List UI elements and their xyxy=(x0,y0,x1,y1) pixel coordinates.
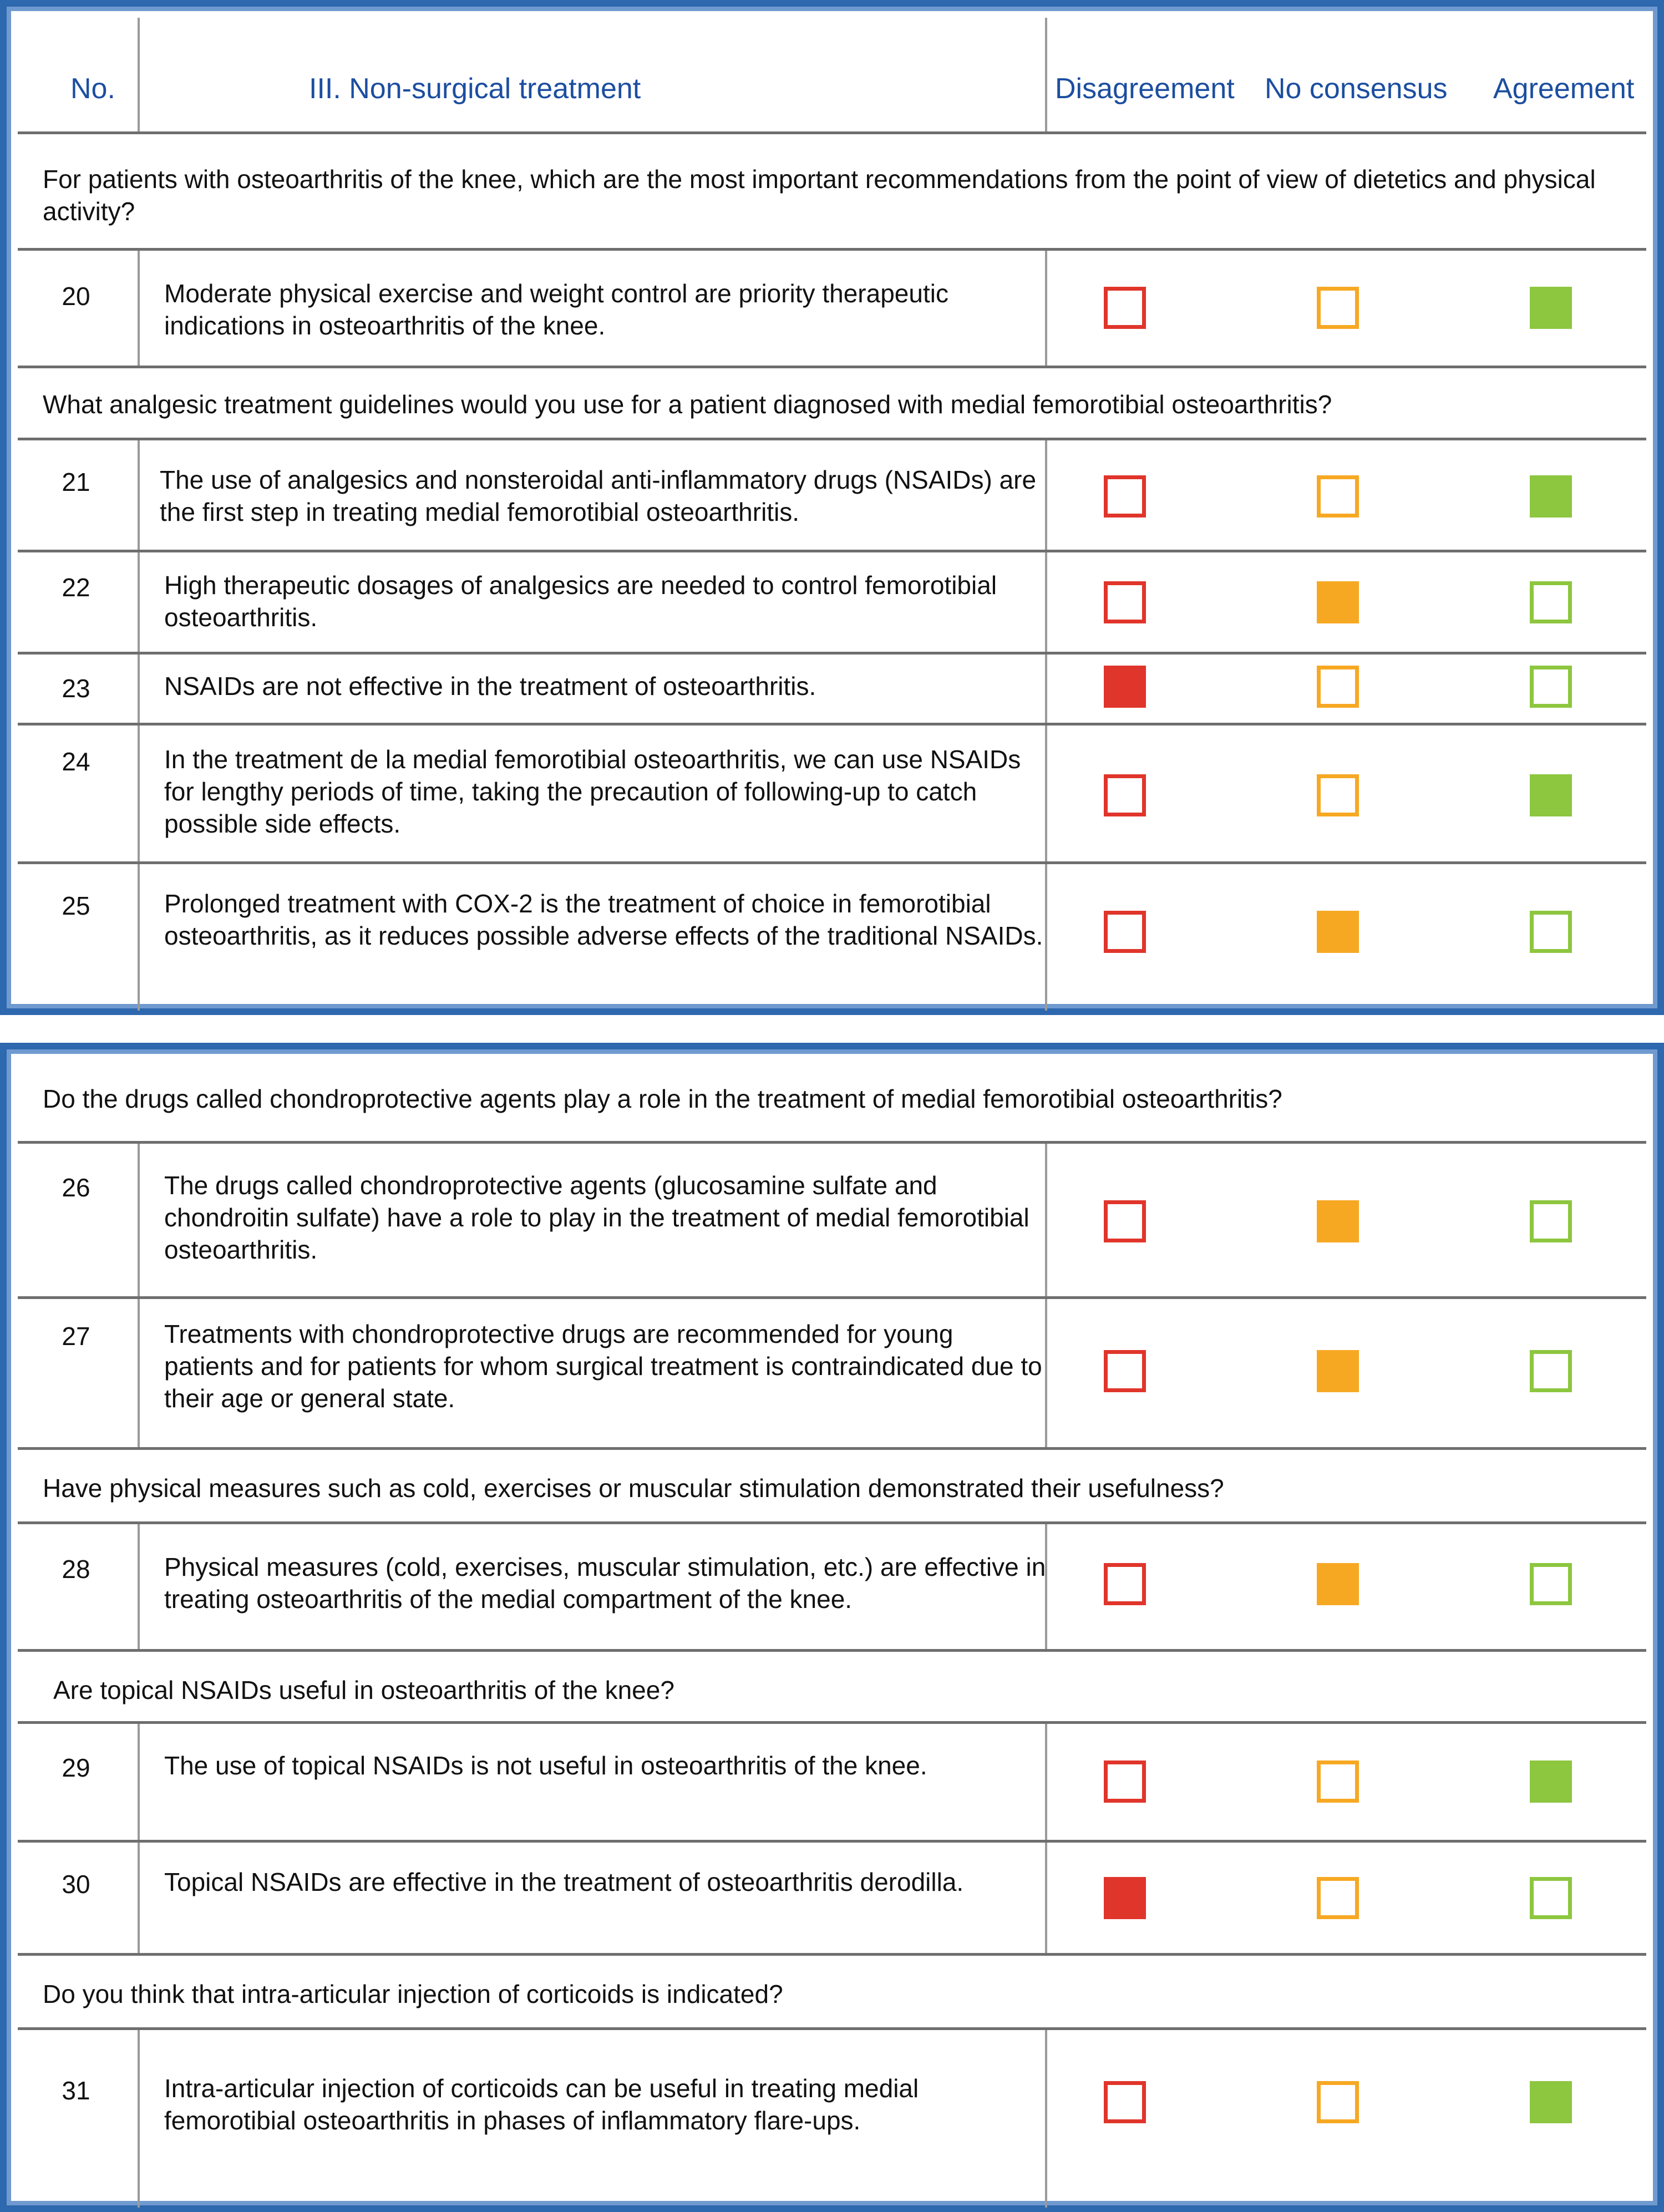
agreement-box-filled xyxy=(1530,1761,1572,1803)
agreement-box-filled xyxy=(1530,2081,1572,2123)
header-disagreement: Disagreement xyxy=(1055,73,1235,105)
no-consensus-box-filled xyxy=(1317,1563,1359,1605)
table-row xyxy=(18,1299,1646,1450)
header-no-consensus: No consensus xyxy=(1265,73,1448,105)
agreement-box-filled xyxy=(1530,287,1572,329)
disagreement-box-filled xyxy=(1104,666,1146,708)
question-text: Have physical measures such as cold, exercises or muscular stimulation demonstrated their usefulness? xyxy=(43,1474,1224,1503)
item-number: 23 xyxy=(62,674,90,703)
item-number: 22 xyxy=(62,573,90,602)
item-number: 29 xyxy=(62,1753,90,1782)
item-statement: The drugs called chondroprotective agents (glucosamine sulfate and chondroitin sulfate) have a role to play in the treatment of medial femorotibial osteoarthritis. xyxy=(164,1171,1029,1264)
table-panel-2 xyxy=(0,1043,1664,2212)
no-consensus-box xyxy=(1317,2081,1359,2123)
disagreement-box xyxy=(1104,1200,1146,1242)
question-row xyxy=(18,1450,1646,1524)
agreement-box-filled xyxy=(1530,774,1572,816)
agreement-box xyxy=(1530,1350,1572,1392)
agreement-box xyxy=(1530,911,1572,953)
table-row xyxy=(18,726,1646,864)
table-row xyxy=(18,1144,1646,1299)
table-row xyxy=(18,1724,1646,1843)
disagreement-box xyxy=(1104,1563,1146,1605)
item-number: 24 xyxy=(62,747,90,776)
no-consensus-box xyxy=(1317,1877,1359,1919)
table-panel-1 xyxy=(0,0,1664,1015)
agreement-box xyxy=(1530,581,1572,623)
disagreement-box xyxy=(1104,2081,1146,2123)
table-header-row xyxy=(18,18,1646,134)
table-row xyxy=(18,552,1646,655)
disagreement-box xyxy=(1104,475,1146,518)
item-statement: Treatments with chondroprotective drugs are recommended for young patients and for patients for whom surgical treatment is contraindicated due to their age or general state. xyxy=(164,1320,1042,1413)
no-consensus-box xyxy=(1317,287,1359,329)
table-row xyxy=(18,655,1646,726)
question-text: What analgesic treatment guidelines would you use for a patient diagnosed with medial femorotibial osteoarthritis? xyxy=(43,390,1332,419)
header-agreement: Agreement xyxy=(1493,73,1635,105)
disagreement-box xyxy=(1104,1761,1146,1803)
question-row xyxy=(18,1956,1646,2030)
item-number: 31 xyxy=(62,2076,90,2105)
no-consensus-box-filled xyxy=(1317,581,1359,623)
agreement-box-filled xyxy=(1530,475,1572,518)
item-statement: The use of analgesics and nonsteroidal anti-inflammatory drugs (NSAIDs) are the first step in treating medial femorotibial osteoarthritis. xyxy=(160,465,1037,526)
header-title: III. Non-surgical treatment xyxy=(309,73,641,105)
item-number: 20 xyxy=(62,282,90,311)
question-row xyxy=(18,1061,1646,1144)
question-text: Do you think that intra-articular injection of corticoids is indicated? xyxy=(43,1980,783,2008)
disagreement-box xyxy=(1104,911,1146,953)
item-statement: Intra-articular injection of corticoids can be useful in treating medial femorotibial osteoarthritis in phases of inflammatory flare-ups. xyxy=(164,2074,919,2135)
question-text: Do the drugs called chondroprotective agents play a role in the treatment of medial femorotibial osteoarthritis? xyxy=(43,1084,1282,1113)
item-number: 25 xyxy=(62,891,90,920)
no-consensus-box xyxy=(1317,1761,1359,1803)
item-statement: In the treatment de la medial femorotibial osteoarthritis, we can use NSAIDs for lengthy periods of time, taking the precaution of following-up to catch possible side effects. xyxy=(164,745,1021,838)
disagreement-box xyxy=(1104,287,1146,329)
question-row xyxy=(18,368,1646,440)
item-number: 28 xyxy=(62,1555,90,1584)
no-consensus-box xyxy=(1317,666,1359,708)
question-text: For patients with osteoarthritis of the knee, which are the most important recommendations from the point of view of dietetics and physical activity? xyxy=(43,165,1596,226)
item-number: 21 xyxy=(62,468,90,496)
item-statement: Prolonged treatment with COX-2 is the treatment of choice in femorotibial osteoarthritis, as it reduces possible adverse effects of the traditional NSAIDs. xyxy=(164,889,1043,950)
agreement-box xyxy=(1530,1877,1572,1919)
item-number: 26 xyxy=(62,1173,90,1202)
disagreement-box xyxy=(1104,1350,1146,1392)
header-no: No. xyxy=(70,73,115,105)
table-row xyxy=(18,440,1646,552)
item-statement: High therapeutic dosages of analgesics are needed to control femorotibial osteoarthritis. xyxy=(164,571,997,632)
table-row xyxy=(18,2030,1646,2208)
item-statement: NSAIDs are not effective in the treatment of osteoarthritis. xyxy=(164,672,816,701)
disagreement-box xyxy=(1104,581,1146,623)
no-consensus-box xyxy=(1317,774,1359,816)
agreement-box xyxy=(1530,666,1572,708)
question-row xyxy=(18,134,1646,251)
item-statement: Moderate physical exercise and weight control are priority therapeutic indications in osteoarthritis of the knee. xyxy=(164,279,948,340)
item-statement: The use of topical NSAIDs is not useful in osteoarthritis of the knee. xyxy=(164,1751,927,1780)
agreement-box xyxy=(1530,1563,1572,1605)
question-text: Are topical NSAIDs useful in osteoarthritis of the knee? xyxy=(53,1676,674,1704)
agreement-box xyxy=(1530,1200,1572,1242)
no-consensus-box-filled xyxy=(1317,911,1359,953)
no-consensus-box-filled xyxy=(1317,1350,1359,1392)
disagreement-box-filled xyxy=(1104,1877,1146,1919)
table-row xyxy=(18,1843,1646,1956)
table-row xyxy=(18,1524,1646,1652)
item-statement: Topical NSAIDs are effective in the treatment of osteoarthritis derodilla. xyxy=(164,1868,964,1896)
no-consensus-box-filled xyxy=(1317,1200,1359,1242)
question-row xyxy=(18,1652,1646,1724)
item-number: 30 xyxy=(62,1870,90,1899)
disagreement-box xyxy=(1104,774,1146,816)
table-row xyxy=(18,251,1646,368)
item-statement: Physical measures (cold, exercises, muscular stimulation, etc.) are effective in treating osteoarthritis of the medial compartment of the knee. xyxy=(164,1553,1046,1614)
item-number: 27 xyxy=(62,1322,90,1351)
table-row xyxy=(18,864,1646,1011)
no-consensus-box xyxy=(1317,475,1359,518)
